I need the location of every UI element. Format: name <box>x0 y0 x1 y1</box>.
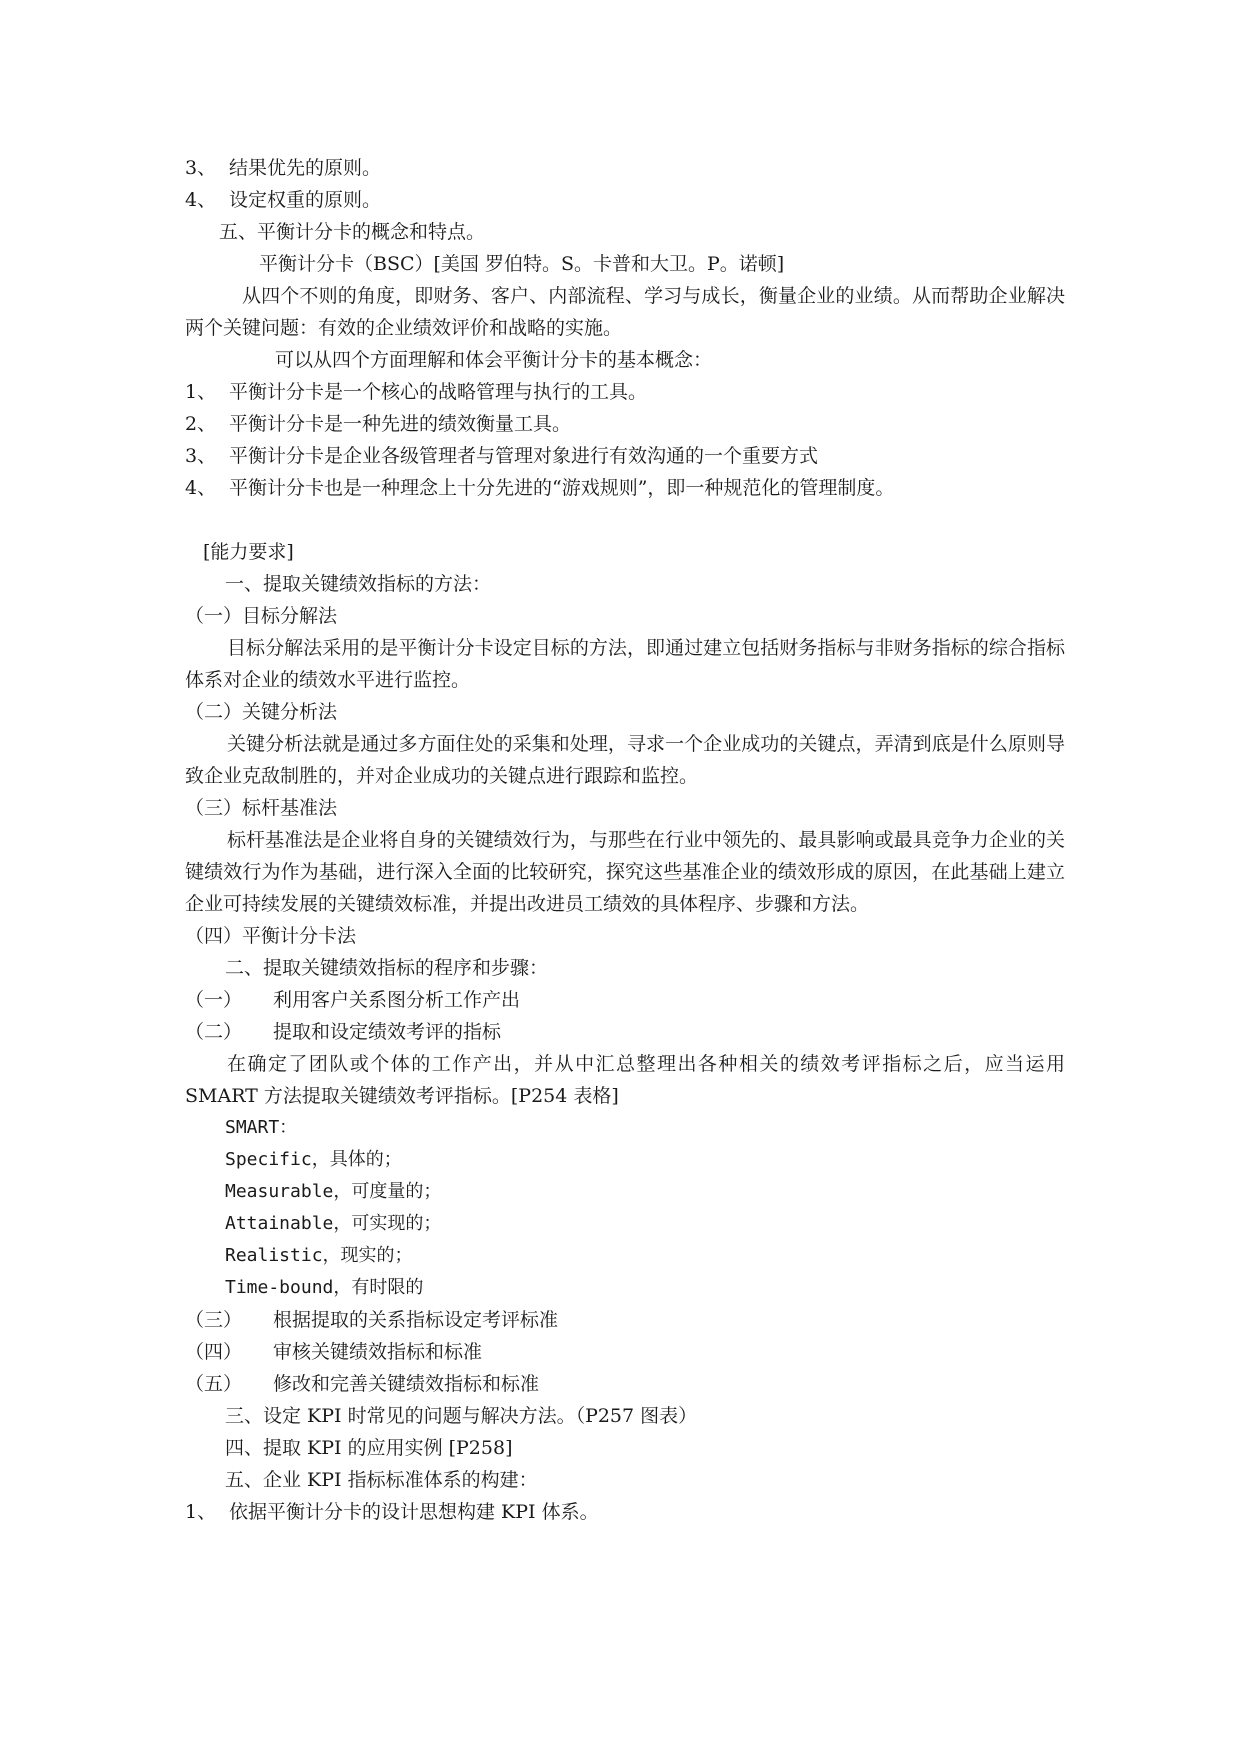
step-item: （四） 审核关键绩效指标和标准 <box>185 1341 483 1363</box>
intro-line: 可以从四个方面理解和体会平衡计分卡的基本概念： <box>275 349 713 371</box>
smart-label: SMART： <box>225 1117 298 1138</box>
spacer <box>185 504 1065 536</box>
section-heading: 五、平衡计分卡的概念和特点。 <box>219 221 486 243</box>
paragraph: 从四个不则的角度，即财务、客户、内部流程、学习与成长，衡量企业的业绩。从而帮助企业解决两个关键问题：有效的企业绩效评价和战略的实施。 <box>185 285 1065 339</box>
smart-item: Specific，具体的； <box>225 1149 402 1170</box>
list-item: 3、 结果优先的原则。 <box>185 157 382 179</box>
step-item: （一） 利用客户关系图分析工作产出 <box>185 989 521 1011</box>
method-title: （二）关键分析法 <box>185 701 338 723</box>
paragraph: 在确定了团队或个体的工作产出，并从中汇总整理出各种相关的绩效考评指标之后，应当运用 SMART 方法提取关键绩效考评指标。[P254 表格] <box>185 1053 1065 1107</box>
part-heading: 五、企业 KPI 指标标准体系的构建： <box>225 1469 538 1491</box>
list-item: 3、 平衡计分卡是企业各级管理者与管理对象进行有效沟通的一个重要方式 <box>185 445 819 467</box>
paragraph: 目标分解法采用的是平衡计分卡设定目标的方法，即通过建立包括财务指标与非财务指标的综合指标体系对企业的绩效水平进行监控。 <box>185 637 1065 691</box>
list-item: 1、 平衡计分卡是一个核心的战略管理与执行的工具。 <box>185 381 648 403</box>
part-heading: 一、提取关键绩效指标的方法： <box>225 573 492 595</box>
step-item: （五） 修改和完善关键绩效指标和标准 <box>185 1373 540 1395</box>
smart-item: Realistic，现实的； <box>225 1245 413 1266</box>
list-item: 4、 平衡计分卡也是一种理念上十分先进的“游戏规则”，即一种规范化的管理制度。 <box>185 477 895 499</box>
paragraph: 标杆基准法是企业将自身的关键绩效行为，与那些在行业中领先的、最具影响或最具竞争力企业的关键绩效行为作为基础，进行深入全面的比较研究，探究这些基准企业的绩效形成的原因，在此基础上建立企业可持续发展的关键绩效标准，并提出改进员工绩效的具体程序、步骤和方法。 <box>185 829 1065 915</box>
smart-item: Time-bound，有时限的 <box>225 1277 424 1298</box>
smart-item: Measurable，可度量的； <box>225 1181 442 1202</box>
bsc-definition: 平衡计分卡（BSC）[美国 罗伯特。S。卡普和大卫。P。诺顿] <box>259 253 785 275</box>
ability-heading: [能力要求] <box>203 541 294 563</box>
document-body <box>185 152 1065 1528</box>
paragraph: 关键分析法就是通过多方面住处的采集和处理，寻求一个企业成功的关键点，弄清到底是什么原则导致企业克敌制胜的，并对企业成功的关键点进行跟踪和监控。 <box>185 733 1065 787</box>
smart-item: Attainable，可实现的； <box>225 1213 442 1234</box>
list-item: 4、 设定权重的原则。 <box>185 189 382 211</box>
step-item: （二） 提取和设定绩效考评的指标 <box>185 1021 502 1043</box>
method-title: （四）平衡计分卡法 <box>185 925 357 947</box>
list-item: 2、 平衡计分卡是一种先进的绩效衡量工具。 <box>185 413 572 435</box>
part-heading: 三、设定 KPI 时常见的问题与解决方法。（P257 图表） <box>225 1405 698 1427</box>
part-heading: 二、提取关键绩效指标的程序和步骤： <box>225 957 549 979</box>
step-item: （三） 根据提取的关系指标设定考评标准 <box>185 1309 559 1331</box>
list-item: 1、 依据平衡计分卡的设计思想构建 KPI 体系。 <box>185 1501 599 1523</box>
method-title: （三）标杆基准法 <box>185 797 338 819</box>
method-title: （一）目标分解法 <box>185 605 338 627</box>
part-heading: 四、提取 KPI 的应用实例 [P258] <box>225 1437 513 1459</box>
